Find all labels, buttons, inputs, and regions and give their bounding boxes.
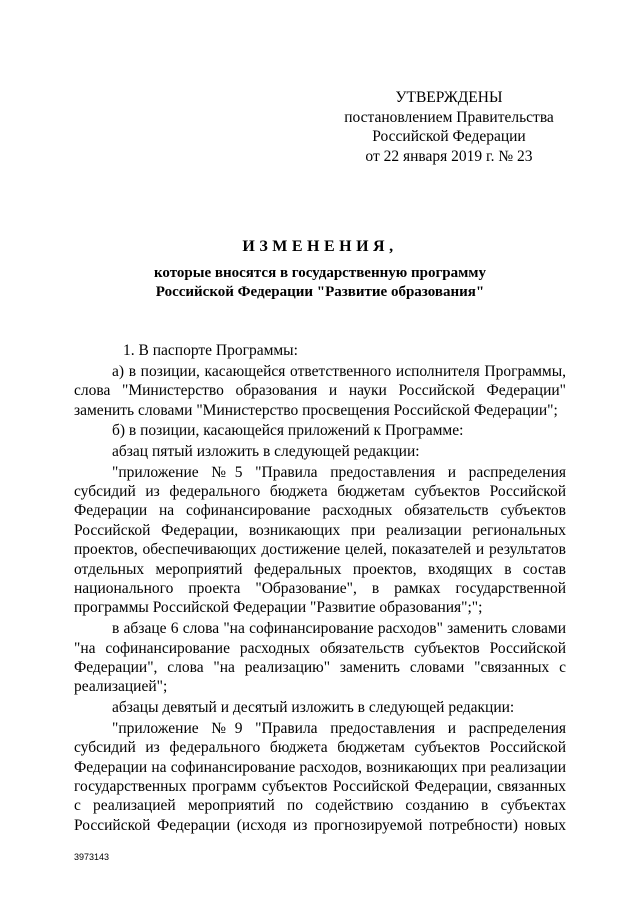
approval-block [344,88,554,166]
approval-date-number: от 22 января 2019 г. № 23 [365,147,533,165]
document-subtitle [0,264,640,302]
paragraph: в абзаце 6 слова "на софинансирование расходов" заменить словами "на софинансирование расходных обязательств субъектов Российской Федерации", слова "на реализацию" заменить словами "связанных с реализацией"; [74,620,566,696]
subtitle-line: Российской Федерации "Развитие образования" [155,284,485,300]
subtitle-line: которые вносятся в государственную программу [153,265,487,281]
footer-code: 3973143 [74,852,110,862]
document-body [74,341,566,837]
paragraph: "приложение №5 "Правила предоставления и распределения субсидий из федерального бюджета бюджетам субъектов Российской Федерации на софинансирование расходных обязательств субъектов Российской Федерации, возникающих при реализации региональных проектов, обеспечивающих достижение целей, показателей и результатов отдельных мероприятий федеральных проектов, входящих в состав национального проекта "Образование", в рамках государственной программы Российской Федерации "Развитие образования";"; [74,463,566,617]
paragraph: "приложение №9 "Правила предоставления и распределения субсидий из федерального бюджета бюджетам субъектов Российской Федерации на софинансирование расходов, возникающих при реализации государственных программ субъектов Российской Федерации, связанных с реализацией мероприятий по содействию созданию в субъектах Российской Федерации (исходя из прогнозируемой потребности) новых [74,719,566,834]
paragraph: абзацы девятый и десятый изложить в следующей редакции: [112,699,515,717]
approval-line: Российской Федерации [372,128,526,145]
approval-line: постановлением Правительства [344,108,554,126]
approval-heading: УТВЕРЖДЕНЫ [395,89,503,106]
paragraph: абзац пятый изложить в следующей редакции: [112,442,420,460]
paragraph: 1. В паспорте Программы: [123,342,298,359]
paragraph: б) в позиции, касающейся приложений к Программе: [112,422,464,440]
paragraph: а) в позиции, касающейся ответственного исполнителя Программы, слова "Министерство образования и науки Российской Федерации" заменить словами "Министерство просвещения Российской Федерации"; [74,362,566,419]
document-title: ИЗМЕНЕНИЯ, [242,238,398,255]
